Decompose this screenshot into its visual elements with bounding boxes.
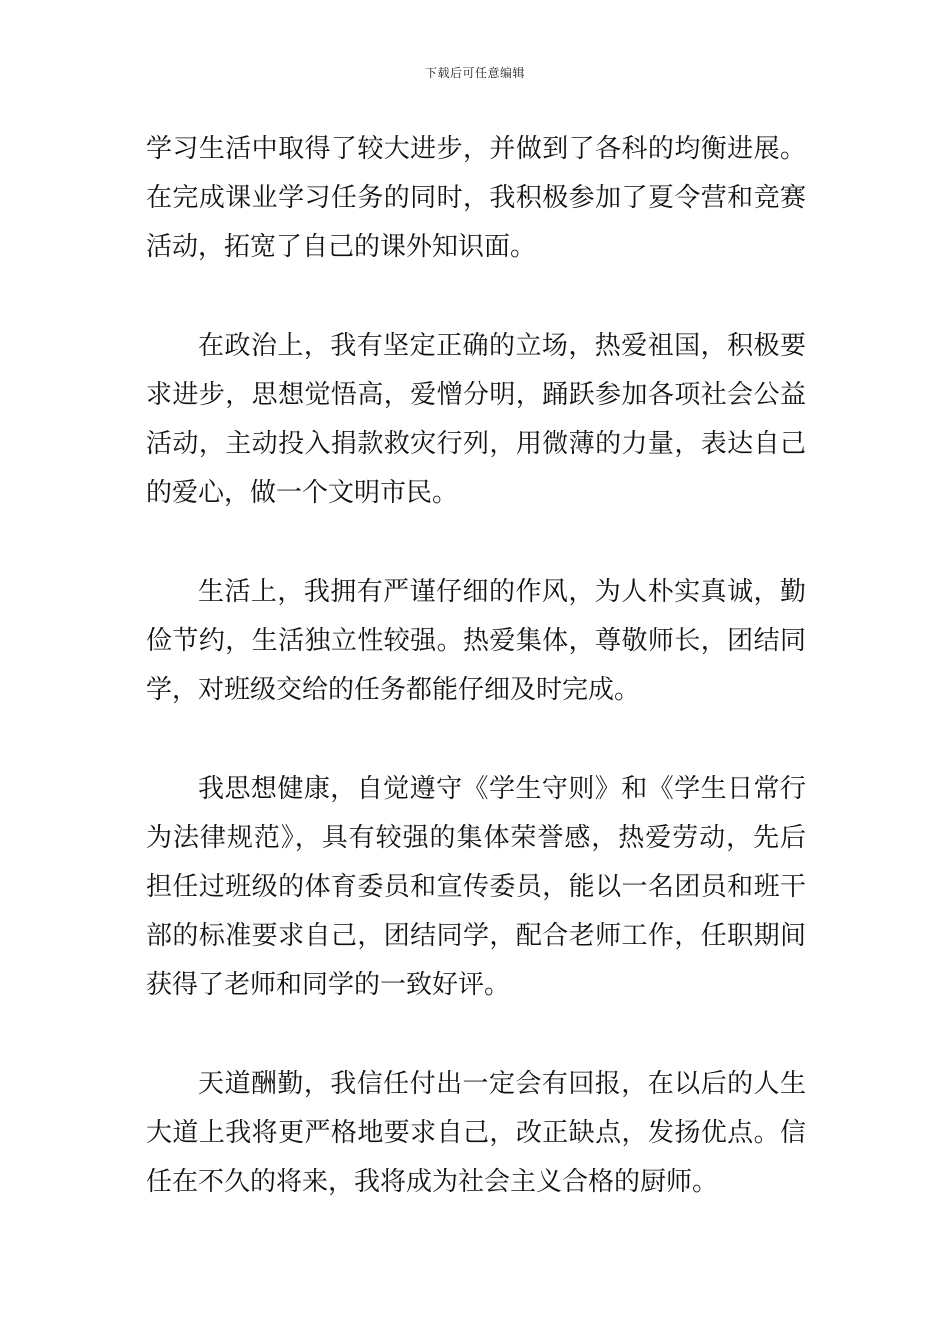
paragraph-spacer [146,715,806,765]
paragraph-3: 生活上，我拥有严谨仔细的作风，为人朴实真诚，勤俭节约，生活独立性较强。热爱集体，尊敬师长，团结同学，对班级交给的任务都能仔细及时完成。 [146,577,806,705]
header-note: 下载后可任意编辑 [424,66,525,80]
paragraph-5: 天道酬勤，我信任付出一定会有回报，在以后的人生大道上我将更严格地要求自己，改正缺点，发扬优点。信任在不久的将来，我将成为社会主义合格的厨师。 [146,1069,806,1197]
document-body [146,125,806,1207]
paragraph-1: 学习生活中取得了较大进步，并做到了各科的均衡进展。在完成课业学习任务的同时，我积极参加了夏令营和竞赛活动，拓宽了自己的课外知识面。 [146,134,806,262]
paragraph-4: 我思想健康，自觉遵守《学生守则》和《学生日常行为法律规范》，具有较强的集体荣誉感，热爱劳动，先后担任过班级的体育委员和宣传委员，能以一名团员和班干部的标准要求自己，团结同学，配合老师工作，任职期间获得了老师和同学的一致好评。 [146,774,806,1000]
paragraph-spacer [146,1010,806,1060]
paragraph-2: 在政治上，我有坚定正确的立场，热爱祖国，积极要求进步，思想觉悟高，爱憎分明，踊跃参加各项社会公益活动，主动投入捐款救灾行列，用微薄的力量，表达自己的爱心，做一个文明市民。 [146,331,806,508]
paragraph-spacer [146,518,806,568]
paragraph-spacer [146,272,806,322]
